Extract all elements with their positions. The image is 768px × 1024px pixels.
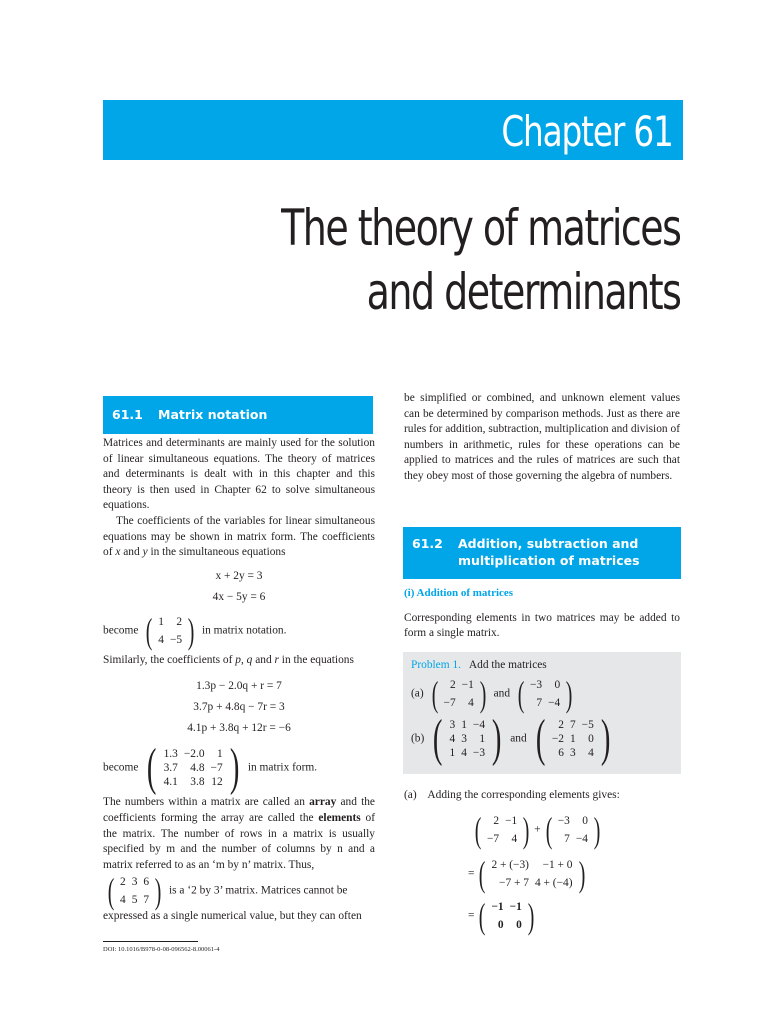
equation: 4x − 5y = 6 [212, 590, 266, 603]
matrix-3x3: ( 2 7 −5 −2 1 0 6 3 4 ) [535, 710, 611, 767]
equation-block [103, 566, 375, 608]
right-column [404, 391, 680, 485]
paragraph: The numbers within a matrix are called an array and the coefficients forming the array are called the elements of the matrix. The number of rows in a matrix is usually specified by m and the number of columns by n and a matrix referred to as an ‘m by n’ matrix. Thus, [103, 796, 375, 871]
matrix-line: become ( 1.3 −2.0 1 3.7 4.8 −7 4.1 3.8 12 ) in matrix form. [103, 739, 318, 797]
doi-text: DOI: 10.1016/B978-0-08-096562-8.00061-4 [103, 946, 220, 953]
chapter-number: Chapter 61 [501, 107, 673, 156]
left-column [103, 436, 375, 925]
solution-step-1: ( 2 −1 −7 4 ) + ( −3 0 7 −4 ) [474, 810, 601, 850]
solution [404, 788, 680, 804]
right-column-lower [404, 586, 680, 642]
paragraph: be simplified or combined, and unknown element values can be determined by comparison methods. Just as there are rules for addition, subtraction, multiplication and division of numbers in arithmetic, rules for these operations can be applied to matrices and the rules of matrices are such that they obey most of those governing the algebra of numbers. [404, 392, 680, 482]
section-number: 61.1 [112, 407, 143, 422]
footnote-rule [103, 941, 198, 942]
section-title: Matrix notation [158, 407, 268, 422]
section-title: Addition, subtraction and [458, 536, 639, 551]
solution-result: = ( −1 −1 0 0 ) [468, 896, 535, 936]
section-heading-61-2 [403, 527, 681, 579]
equation: 4.1p + 3.8q + 12r = −6 [187, 722, 291, 735]
section-title-cont: multiplication of matrices [458, 553, 640, 568]
section-heading-61-1 [103, 396, 373, 434]
equation: 1.3p − 2.0q + r = 7 [196, 680, 282, 693]
chapter-title [281, 196, 680, 324]
matrix-2x2: ( 1 2 4 −5 ) [145, 610, 195, 651]
matrix-3x3: ( 3 1 −4 4 3 1 1 4 −3 ) [433, 710, 502, 767]
problem-part-a: (a) ( 2 −1 −7 4 ) and ( −3 0 7 −4 ) [411, 676, 577, 712]
matrix-2x2: ( −3 0 7 −4 ) [517, 674, 573, 714]
title-line-2: and determinants [366, 263, 680, 321]
matrix-3x3: ( 1.3 −2.0 1 3.7 4.8 −7 4.1 3.8 12 ) [147, 739, 240, 797]
problem-part-b: (b) ( 3 1 −4 4 3 1 1 4 −3 ) and ( 2 7 −5 −2 1 0 6 3 4 ) [411, 718, 616, 760]
solution-text: (a) Adding the corresponding elements gives: [404, 789, 620, 801]
section-number: 61.2 [412, 536, 443, 551]
title-line-1: The theory of matrices [280, 199, 680, 257]
equation-block [103, 676, 375, 739]
paragraph: The coefficients of the variables for linear simultaneous equations may be shown in matrix form. The coefficients of x and y in the simultaneous equations [103, 514, 375, 559]
paragraph: Similarly, the coefficients of p, q and r in the equations [103, 653, 354, 666]
paragraph: Matrices and determinants are mainly used for the solution of linear simultaneous equations. The theory of matrices and determinants is dealt with in this chapter and this theory is then used in Chapter 62 to solve simultaneous equations. [103, 437, 375, 512]
chapter-banner [103, 100, 683, 160]
problem-heading: Problem 1. Add the matrices [411, 659, 547, 671]
paragraph: Corresponding elements in two matrices may be added to form a single matrix. [404, 611, 680, 640]
matrix-line: become ( 1 2 4 −5 ) in matrix notation. [103, 610, 287, 651]
matrix-2x3: ( 2 3 6 4 5 7 ) [107, 871, 162, 912]
problem-box [403, 652, 681, 774]
paragraph: expressed as a single numerical value, but they can often [103, 910, 362, 923]
matrix-2x2: ( 2 −1 −7 4 ) [431, 674, 487, 714]
matrix-line: ( 2 3 6 4 5 7 ) is a ‘2 by 3’ matrix. Matrices cannot be [103, 873, 375, 909]
equation: 3.7p + 4.8q − 7r = 3 [193, 701, 285, 714]
subheading: (i) Addition of matrices [404, 587, 514, 599]
equation: x + 2y = 3 [215, 569, 263, 582]
solution-step-2: = ( 2 + (−3) −1 + 0 −7 + 7 4 + (−4) ) [468, 854, 585, 894]
